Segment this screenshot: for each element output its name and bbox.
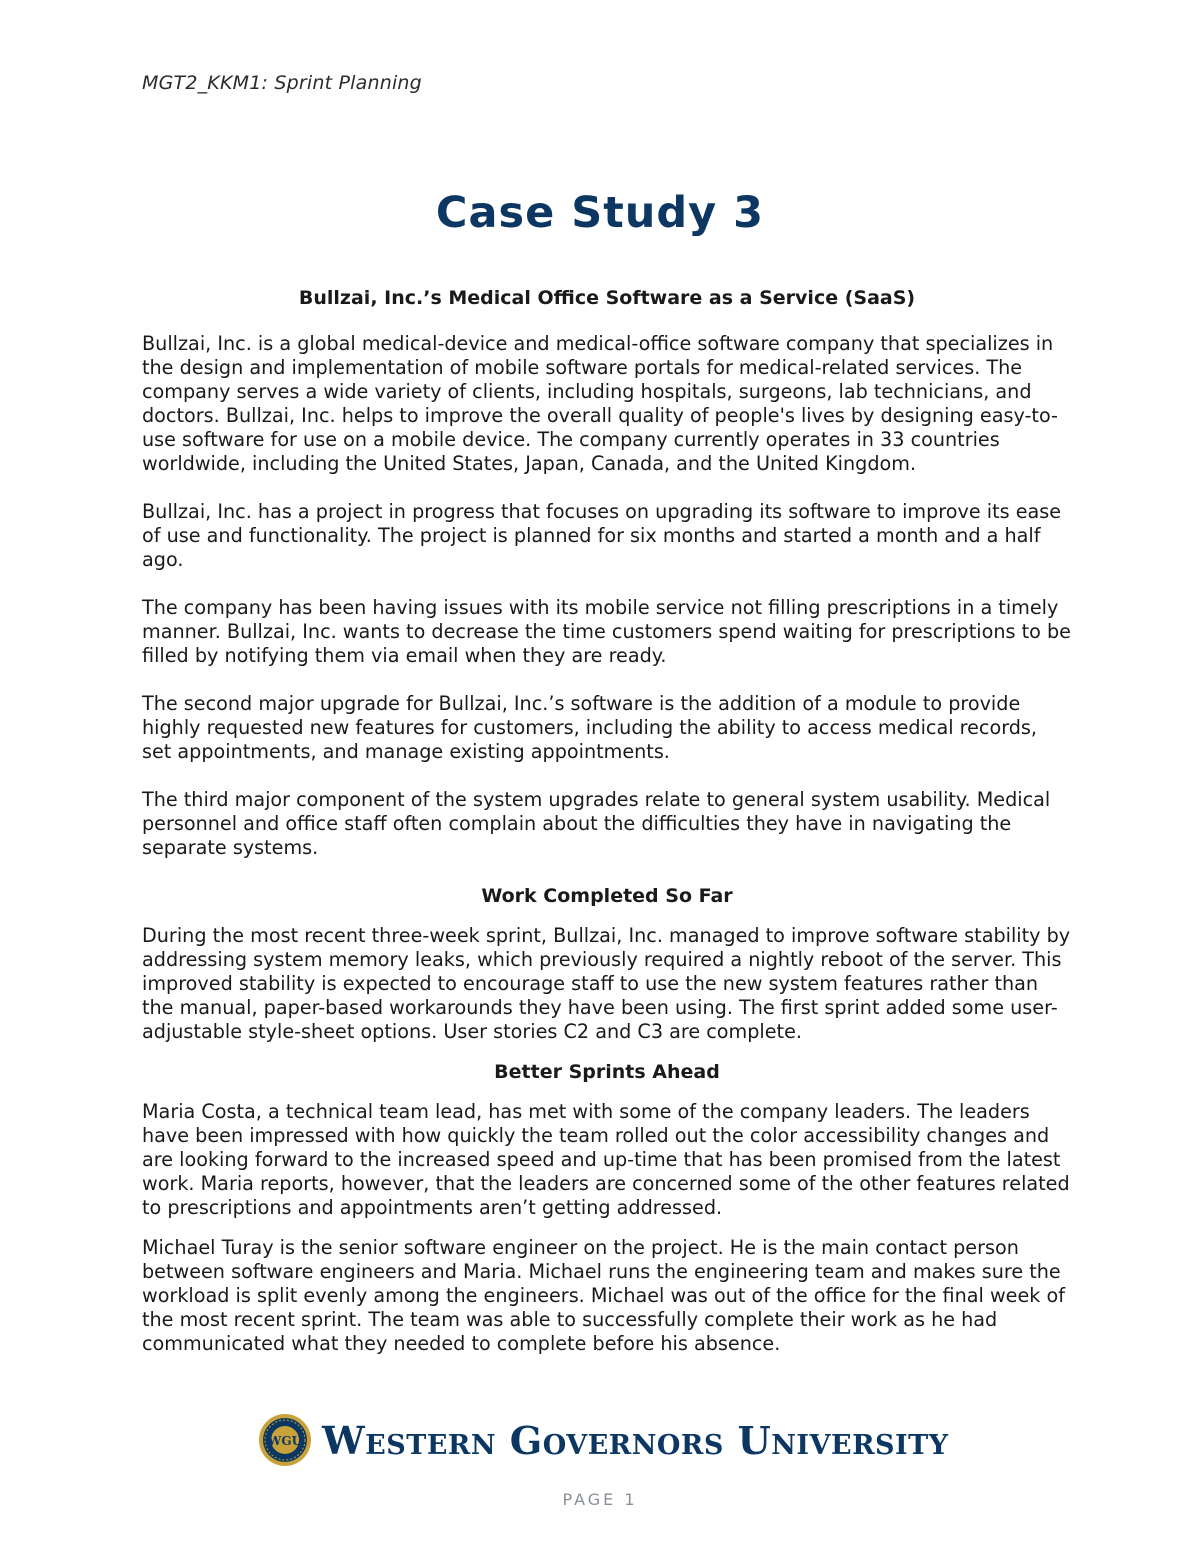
paragraph-work-completed: During the most recent three-week sprint, Bullzai, Inc. managed to improve software stability by addressing system memory leaks, which previously required a nightly reboot of the server. This improved stability is expected to encourage staff to use the new system features rather than the manual, paper-based workarounds they have been using. The first sprint added some user-adjustable style-sheet options. User stories C2 and C3 are complete.	[142, 924, 1071, 1043]
document-subtitle: Bullzai, Inc.’s Medical Office Software as a Service (SaaS)	[298, 287, 916, 309]
university-name: Western Governors University	[322, 1417, 949, 1463]
paragraph-intro-4: The second major upgrade for Bullzai, Inc.’s software is the addition of a module to provide highly requested new features for customers, including the ability to access medical records, set appointments, and manage existing appointments.	[142, 692, 1038, 763]
running-header: MGT2_KKM1: Sprint Planning	[142, 72, 422, 94]
page-number: PAGE 1	[562, 1490, 638, 1509]
document-body	[142, 286, 1072, 1356]
svg-text:WGU: WGU	[267, 1434, 303, 1448]
section-heading-work-completed: Work Completed So Far	[481, 885, 733, 907]
paragraph-better-sprints-2: Michael Turay is the senior software engineer on the project. He is the main contact person between software engineers and Maria. Michael runs the engineering team and makes sure the workload is split evenly among the engineers. Michael was out of the office for the final week of the most recent sprint. The team was able to successfully complete their work as he had communicated what they needed to complete before his absence.	[142, 1236, 1065, 1355]
page-title: Case Study 3	[435, 188, 765, 238]
paragraph-intro-2: Bullzai, Inc. has a project in progress that focuses on upgrading its software to improve its ease of use and functionality. The project is planned for six months and started a month and a half ago.	[142, 500, 1062, 571]
paragraph-better-sprints-1: Maria Costa, a technical team lead, has met with some of the company leaders. The leaders have been impressed with how quickly the team rolled out the color accessibility changes and are looking forward to the increased speed and up-time that has been promised from the latest work. Maria reports, however, that the leaders are concerned some of the other features related to prescriptions and appointments aren’t getting addressed.	[142, 1100, 1070, 1219]
wgu-seal-icon	[258, 1413, 312, 1467]
university-logo	[258, 1412, 949, 1468]
paragraph-intro-1: Bullzai, Inc. is a global medical-device and medical-office software company that specializes in the design and implementation of mobile software portals for medical-related services. The company serves a wide variety of clients, including hospitals, surgeons, lab technicians, and doctors. Bullzai, Inc. helps to improve the overall quality of people's lives by designing easy-to-use software for use on a mobile device. The company currently operates in 33 countries worldwide, including the United States, Japan, Canada, and the United Kingdom.	[142, 332, 1058, 475]
section-heading-better-sprints: Better Sprints Ahead	[494, 1061, 720, 1083]
paragraph-intro-3: The company has been having issues with its mobile service not filling prescriptions in a timely manner. Bullzai, Inc. wants to decrease the time customers spend waiting for prescriptions to be filled by notifying them via email when they are ready.	[142, 596, 1071, 667]
paragraph-intro-5: The third major component of the system upgrades relate to general system usability. Medical personnel and office staff often complain about the difficulties they have in navigating the separate systems.	[142, 788, 1051, 859]
